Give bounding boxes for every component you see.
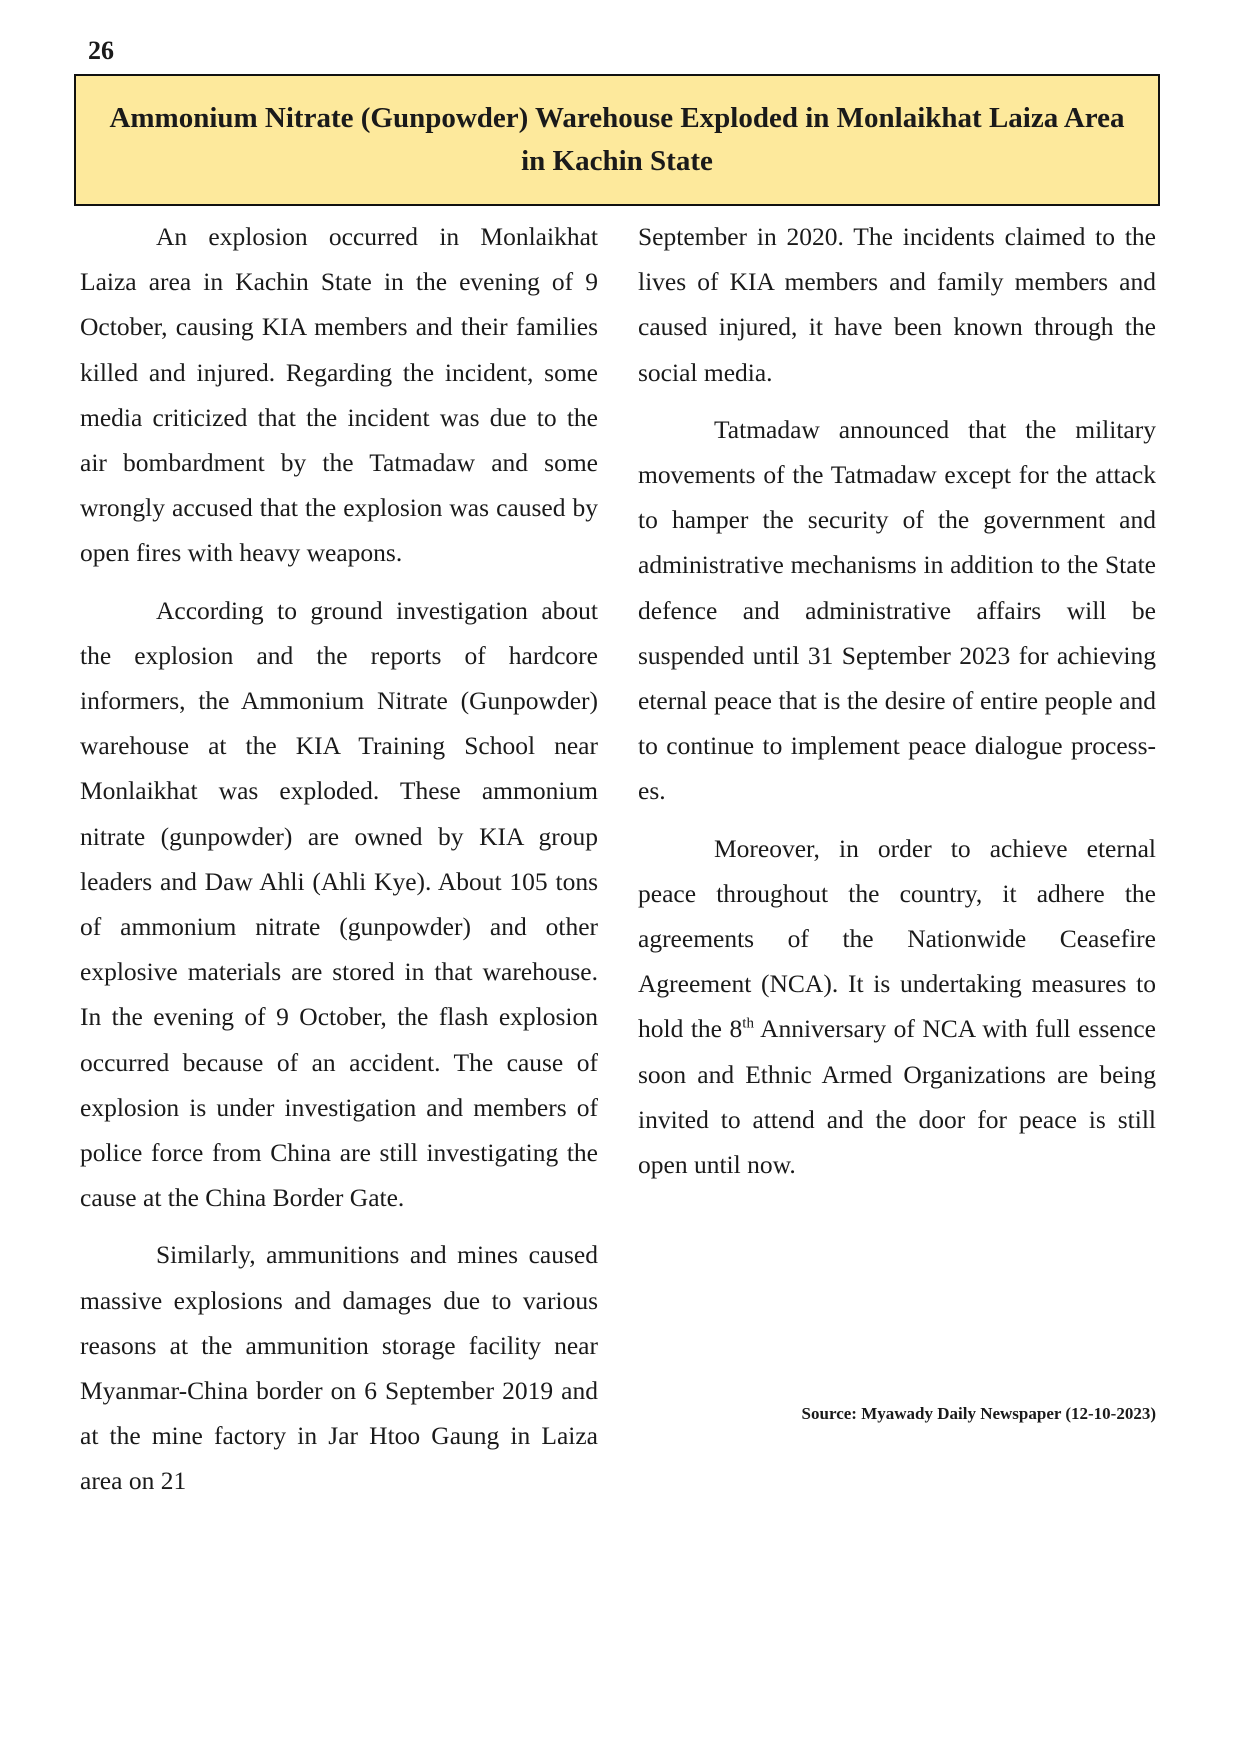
ordinal-suffix: th xyxy=(742,1015,754,1032)
paragraph-ground-investigation: According to ground investigation about the explosion and the reports of hardcore informers, the Ammonium Nitrate (Gunpowder) warehouse at the KIA Training School near Monlaikhat was exploded. These ammonium nitrate (gunpowder) are owned by KIA group leaders and Daw Ahli (Ahli Kye). About 105 tons of ammonium nitrate (gunpowder) and other explosive materials are stored in that warehouse. In the evening of 9 October, the flash explosion occurred because of an accident. The cause of explosion is under investigation and members of police force from China are still investigating the cause at the China Border Gate. xyxy=(80,595,598,1213)
article-title: Ammonium Nitrate (Gunpowder) Warehouse Exploded in Monlaikhat Laiza Area in Kachin State xyxy=(109,102,1125,177)
nca-text-end: Anniversary of NCA with full essence soon and Ethnic Armed Organizations are being invited to attend and the door for peace is still open until now. xyxy=(638,1014,1156,1180)
paragraph-tatmadaw-announced: Tatmadaw announced that the military movements of the Tatmadaw except for the attack to hamper the security of the government and administrative mechanisms in addition to the State defence and administrative affairs will be suspended until 31 September 2023 for achieving eternal peace that is the desire of entire people and to continue to implement peace dialogue processes. xyxy=(638,414,1156,806)
nca-text-start: Moreover, in order to achieve eternal peace throughout the country, it adhere the agreements of the Nationwide Ceasefire Agreement (NCA). It is undertaking measures to hold the 8 xyxy=(638,833,1156,1044)
source-citation: Source: Myawady Daily Newspaper (12-10-2023) xyxy=(801,1404,1156,1423)
left-column xyxy=(80,214,598,1516)
paragraph-explosion-occurred: An explosion occurred in Monlaikhat Laiza area in Kachin State in the evening of 9 October, causing KIA members and their families killed and injured. Regarding the incident, some media criticized that the incident was due to the air bombardment by the Tatmadaw and some wrongly accused that the explosion was caused by open fires with heavy weapons. xyxy=(80,222,598,568)
paragraph-eternal-peace xyxy=(638,826,1156,1188)
paragraph-incidents-claimed: September in 2020. The incidents claimed to the lives of KIA members and family members and caused injured, it have been known through the social media. xyxy=(638,222,1156,387)
page-number: 26 xyxy=(88,36,114,65)
paragraph-similar-explosions: Similarly, ammunitions and mines caused massive explosions and damages due to various reasons at the ammunition storage facility near Myanmar-China border on 6 September 2019 and at the mine factory in Jar Htoo Gaung in Laiza area on 21 xyxy=(80,1240,598,1496)
right-column xyxy=(638,214,1156,1199)
title-box xyxy=(74,74,1160,206)
